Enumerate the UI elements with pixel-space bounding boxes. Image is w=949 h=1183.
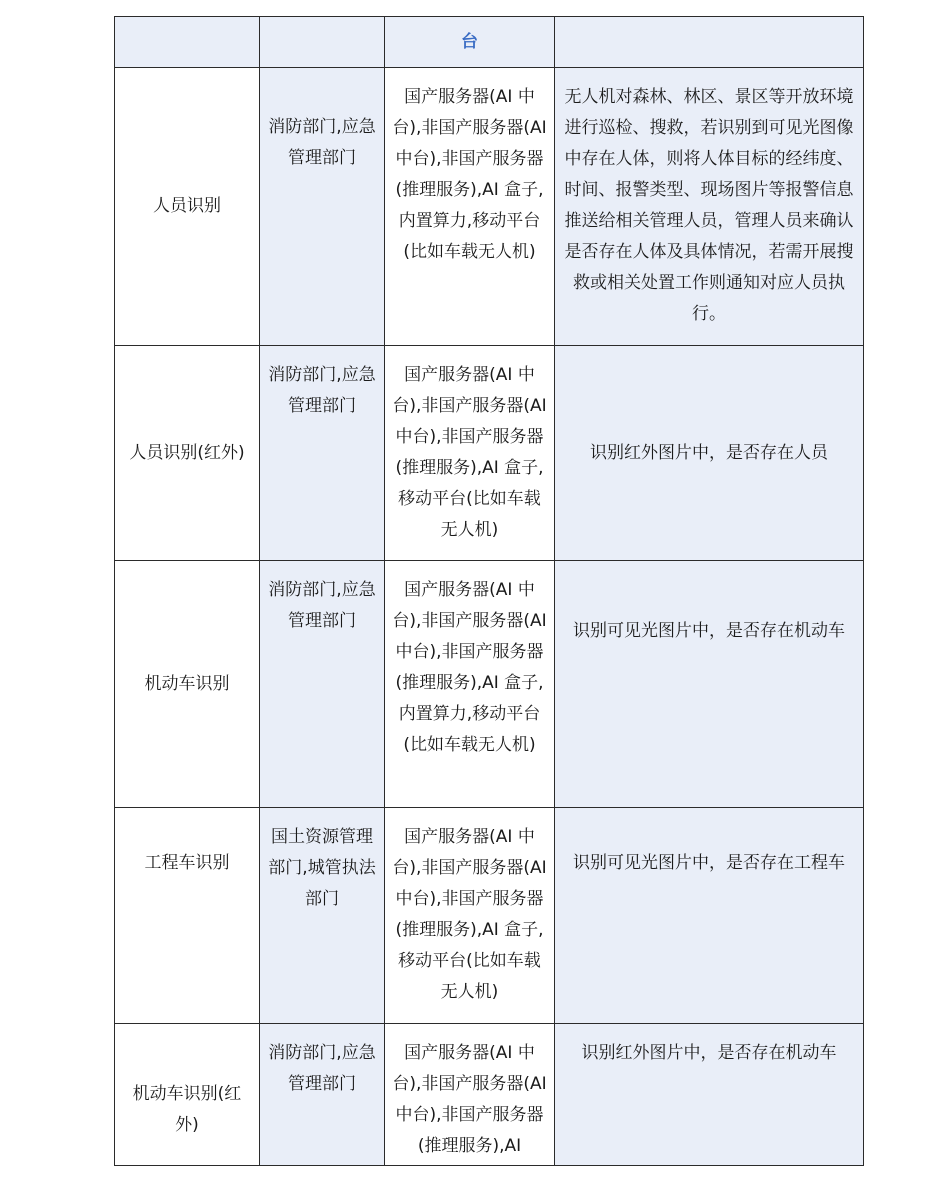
row-dept-cell: 消防部门,应急管理部门 [260, 346, 385, 561]
capability-table [114, 16, 864, 1166]
header-cell-deploy: 台 [385, 17, 555, 68]
row-deploy-cell: 国产服务器(AI 中台),非国产服务器(AI 中台),非国产服务器(推理服务),AI 盒子,内置算力,移动平台(比如车载无人机) [385, 561, 555, 808]
table-row [115, 1024, 864, 1166]
header-cell-desc [555, 17, 864, 68]
row-name-cell: 机动车识别(红外) [115, 1024, 260, 1166]
table-header-row [115, 17, 864, 68]
table-row [115, 561, 864, 808]
header-cell-name [115, 17, 260, 68]
row-deploy-cell: 国产服务器(AI 中台),非国产服务器(AI 中台),非国产服务器(推理服务),AI 盒子,移动平台(比如车载无人机) [385, 808, 555, 1024]
row-desc-cell: 识别红外图片中，是否存在机动车 [555, 1024, 864, 1166]
row-deploy-cell: 国产服务器(AI 中台),非国产服务器(AI 中台),非国产服务器(推理服务),AI 盒子,移动平台(比如车载无人机) [385, 346, 555, 561]
row-dept-cell: 消防部门,应急管理部门 [260, 68, 385, 346]
row-desc-cell: 识别可见光图片中，是否存在机动车 [555, 561, 864, 808]
row-name-cell: 工程车识别 [115, 808, 260, 1024]
row-name-cell: 机动车识别 [115, 561, 260, 808]
row-dept-cell: 消防部门,应急管理部门 [260, 561, 385, 808]
row-deploy-cell: 国产服务器(AI 中台),非国产服务器(AI 中台),非国产服务器(推理服务),AI [385, 1024, 555, 1166]
row-dept-cell: 消防部门,应急管理部门 [260, 1024, 385, 1166]
row-name-cell: 人员识别 [115, 68, 260, 346]
header-cell-dept [260, 17, 385, 68]
table-row [115, 68, 864, 346]
table-row [115, 346, 864, 561]
row-dept-cell: 国土资源管理部门,城管执法部门 [260, 808, 385, 1024]
row-name-cell: 人员识别(红外) [115, 346, 260, 561]
row-desc-cell: 识别可见光图片中，是否存在工程车 [555, 808, 864, 1024]
row-desc-cell: 无人机对森林、林区、景区等开放环境进行巡检、搜救，若识别到可见光图像中存在人体，则将人体目标的经纬度、时间、报警类型、现场图片等报警信息推送给相关管理人员，管理人员来确认是否存在人体及具体情况，若需开展搜救或相关处置工作则通知对应人员执行。 [555, 68, 864, 346]
table-row [115, 808, 864, 1024]
row-deploy-cell: 国产服务器(AI 中台),非国产服务器(AI 中台),非国产服务器(推理服务),AI 盒子,内置算力,移动平台(比如车载无人机) [385, 68, 555, 346]
row-desc-cell: 识别红外图片中，是否存在人员 [555, 346, 864, 561]
